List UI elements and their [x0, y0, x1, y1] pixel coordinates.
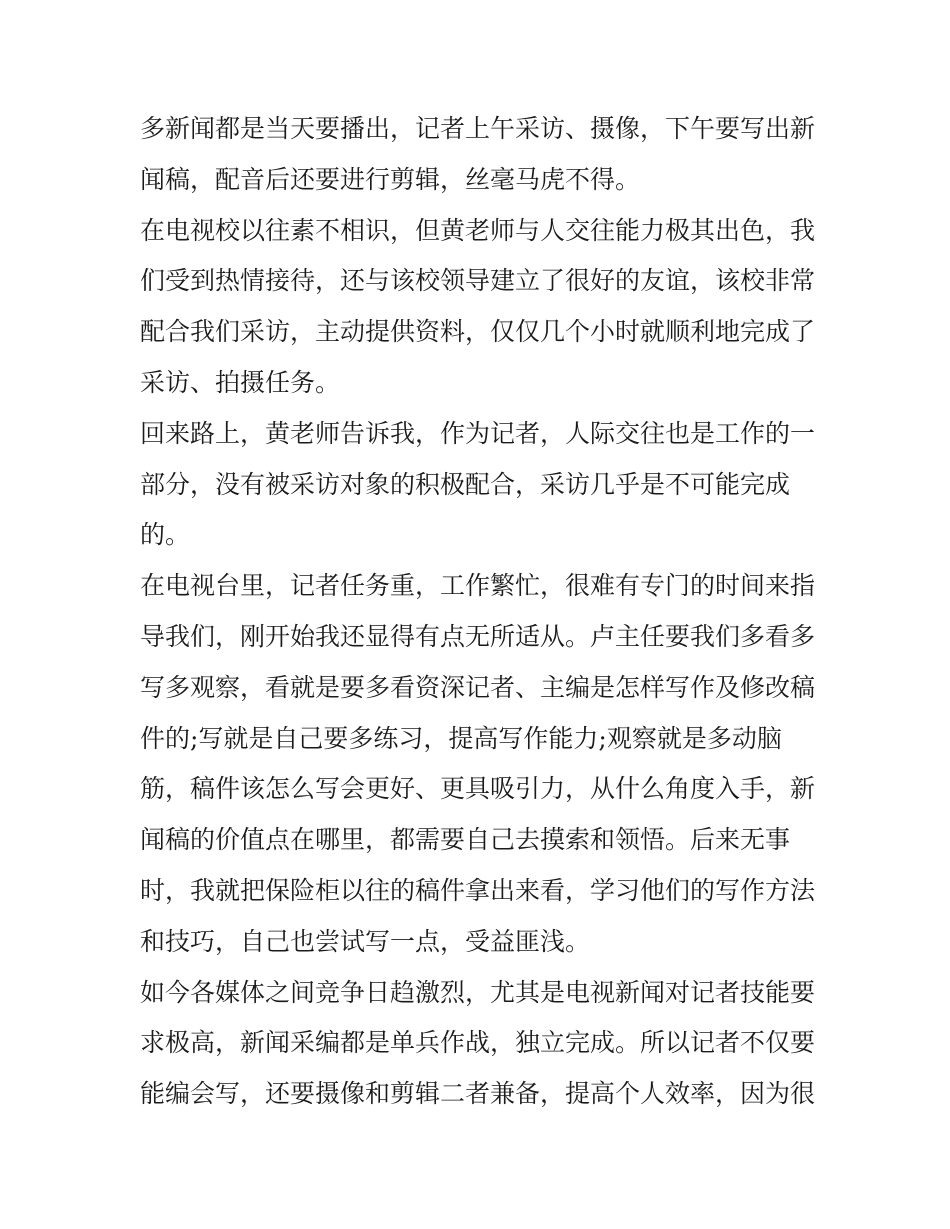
- text-line: 和技巧，自己也尝试写一点，受益匪浅。: [140, 926, 591, 956]
- text-line: 在电视台里，记者任务重，工作繁忙，很难有专门的时间来指: [140, 571, 816, 601]
- text-line: 回来路上，黄老师告诉我，作为记者，人际交往也是工作的一: [140, 418, 816, 448]
- text-line: 写多观察，看就是要多看资深记者、主编是怎样写作及修改稿: [140, 672, 816, 702]
- text-line: 导我们，刚开始我还显得有点无所适从。卢主任要我们多看多: [140, 621, 816, 651]
- text-line: 筋，稿件该怎么写会更好、更具吸引力，从什么角度入手，新: [140, 774, 816, 804]
- text-line: 们受到热情接待，还与该校领导建立了很好的友谊，该校非常: [140, 266, 816, 296]
- text-line: 闻稿的价值点在哪里，都需要自己去摸索和领悟。后来无事: [140, 825, 791, 855]
- text-line: 求极高，新闻采编都是单兵作战，独立完成。所以记者不仅要: [140, 1028, 816, 1058]
- text-line: 在电视校以往素不相识，但黄老师与人交往能力极其出色，我: [140, 215, 816, 245]
- text-line: 部分，没有被采访对象的积极配合，采访几乎是不可能完成: [140, 469, 791, 499]
- text-line: 闻稿，配音后还要进行剪辑，丝毫马虎不得。: [140, 164, 641, 194]
- document-body: [140, 104, 820, 1120]
- text-line: 能编会写，还要摄像和剪辑二者兼备，提高个人效率，因为很: [140, 1079, 816, 1109]
- text-line: 件的;写就是自己要多练习，提高写作能力;观察就是多动脑: [140, 723, 782, 753]
- text-line: 如今各媒体之间竞争日趋激烈，尤其是电视新闻对记者技能要: [140, 977, 816, 1007]
- text-line: 采访、拍摄任务。: [140, 367, 341, 397]
- text-line: 多新闻都是当天要播出，记者上午采访、摄像，下午要写出新: [140, 114, 816, 143]
- text-line: 时，我就把保险柜以往的稿件拿出来看，学习他们的写作方法: [140, 875, 816, 905]
- text-line: 配合我们采访，主动提供资料，仅仅几个小时就顺利地完成了: [140, 317, 816, 347]
- text-line: 的。: [140, 520, 191, 550]
